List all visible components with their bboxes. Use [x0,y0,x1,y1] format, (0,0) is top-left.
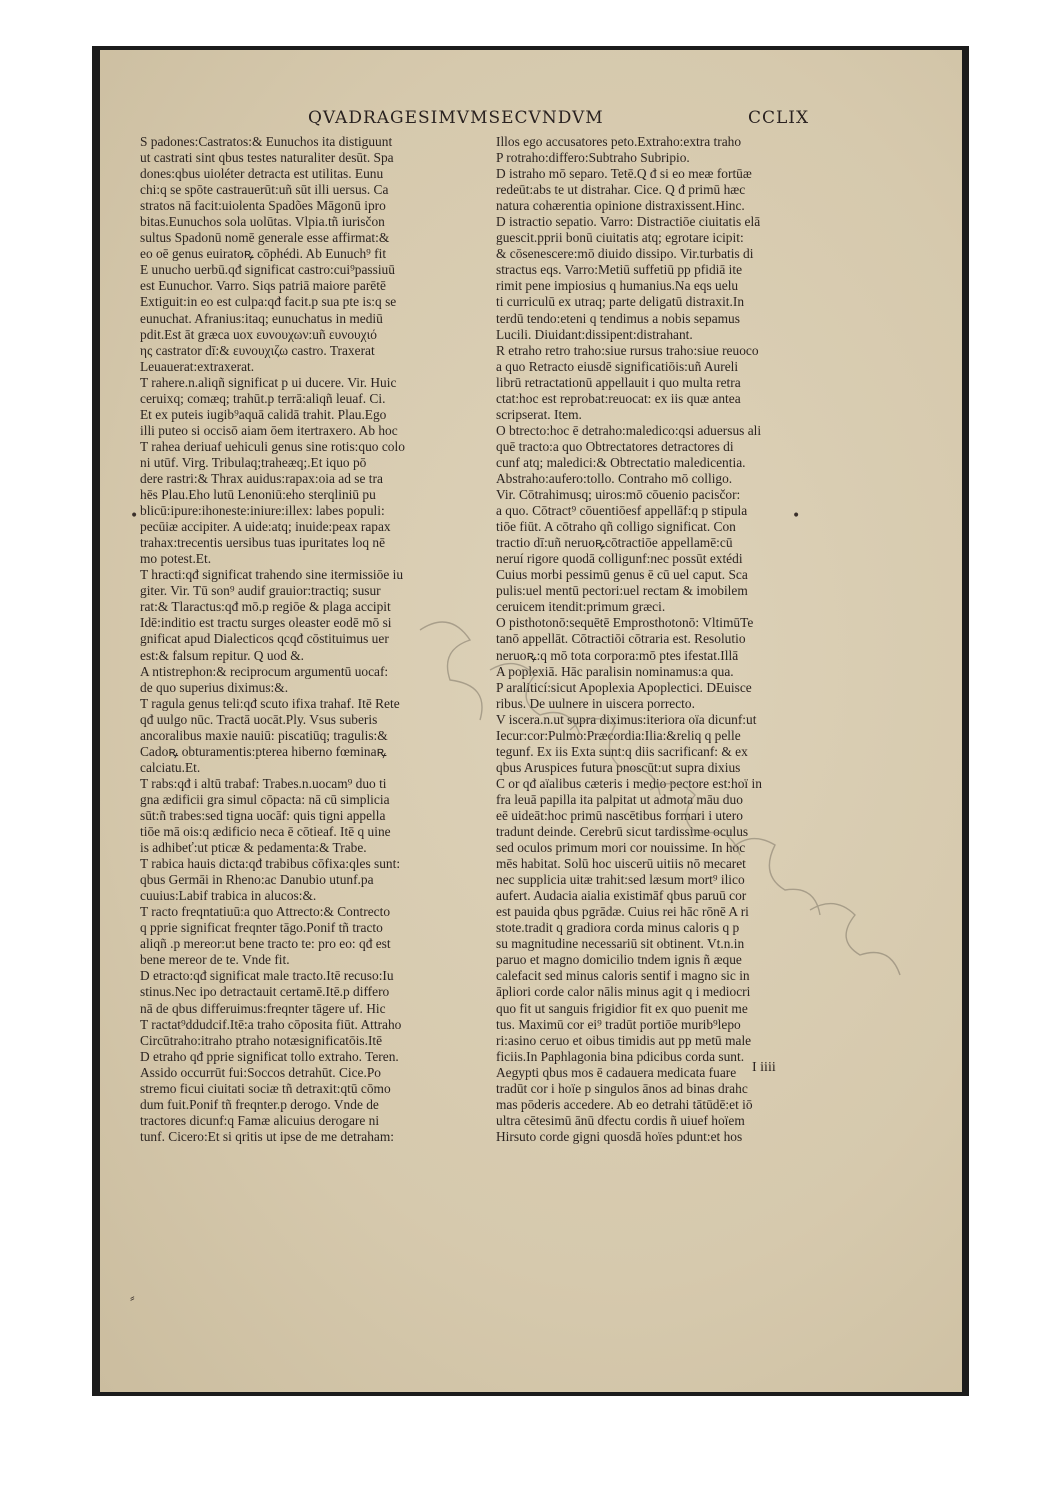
text-line: A poplexiā. Hāc paralisin nominamus:a qua. [496,663,734,679]
text-line: tradunt deinde. Cerebrū sicut tardissime oculus [496,824,749,840]
text-line: Extiguit:in eo est culpa:qđ facit.p sua pte is:q se [140,294,397,310]
text-line: aufert. Audacia aialia existimāf qbus paruū cor [496,888,747,904]
text-line: qbus Germāi in Rheno:ac Danubio utunf.pa [140,872,374,888]
text-line: sūt:ñ trabes:sed tigna uocāf: quis tigni appella [140,807,386,823]
text-line: guescit.pprii bonū ciuitatis atq; egrotare icipit: [496,230,744,246]
text-line: a quo Retracto eiusdē significatiōis:uñ Aureli [496,358,739,374]
text-line: D istractio sepatio. Varro: Distractiōe ciuitatis elā [496,214,761,230]
text-line: Cuius morbi pessimū genus ē cū uel caput. Sca [496,567,748,583]
folio-number: CCLIX [748,108,810,128]
text-line: bene mereor de te. Vnde fit. [140,952,290,968]
text-line: tegunf. Ex iis Exta sunt:q diis sacrificanf: & ex [496,743,748,759]
text-line: ficiis.In Paphlagonia bina pdicibus corda sunt. [496,1048,745,1064]
text-line: P rotraho:differo:Subtraho Subripio. [496,150,690,166]
text-line: gnificat apud Dialecticos qcqđ cōstituimus uer [140,631,389,647]
text-line: dones:qbus uioléter detracta est utilitas. Eunu [140,166,384,182]
text-line: Iecur:cor:Pulmo:Præcordia:Ilia:&reliq q pelle [496,727,741,743]
text-line: nā de qbus differuimus:freqnter tāgere uf. Hic [140,1000,386,1016]
margin-scribble-icon: ⸗ [130,1290,135,1306]
text-line: Leuauerat:extraxerat. [140,358,255,374]
running-title: QVADRAGESIMVMSECVNDVM [308,108,604,128]
text-line: aliqñ .p mereor:ut bene tracto te: pro eo: qđ est [140,936,391,952]
text-line: cuuius:Labif trabica in alucos:&. [140,888,317,904]
text-line: blicū:ipure:ihoneste:iniure:illex: labes populi: [140,503,385,519]
text-line: tunf. Cicero:Et si qritis ut ipse de me detraham: [140,1128,394,1144]
text-line: D etraho qđ pprie significat tollo extraho. Teren. [140,1048,399,1064]
text-line: ut castrati sint qbus testes naturaliter desūt. Spa [140,150,394,166]
text-line: tanō appellāt. Cōtractiōi cōtraria est. Resolutio [496,631,746,647]
text-line: est Eunuchor. Varro. Siqs patriā maiore parētē [140,278,386,294]
text-line: est:& falsum repitur. Q uod &. [140,647,305,663]
signature-mark: I iiii [752,1060,776,1075]
text-line: O btrecto:hoc ē detraho:maledico:qsi aduersus ali [496,422,762,438]
margin-dot-icon: • [792,508,801,524]
text-line: Cadoꝶ obturamentis:pterea hiberno fœminaꝶ [140,743,387,759]
text-line: nec supplicia uitæ trahit:sed læsum mort⁹ ilico [496,872,745,888]
text-line: S padones:Castratos:& Eunuchos ita distiguunt [140,134,393,149]
text-line: giter. Vir. Tū son⁹ audif grauior:tractiq; susur [140,583,381,599]
text-line: ceruixq; comæq; trahūt.p terrā:aliqñ leuaf. Ci. [140,390,386,406]
text-line: Et ex puteis iugib⁹aquā calidā trahit. Plau.Ego [140,406,387,422]
text-line: fra leuā papilla ita palpitat ut admota māu duo [496,791,743,807]
text-line: sultus Spadonū nomē generale esse affirmat:& [140,230,390,246]
text-line: chi:q se spōte castrauerūt:uñ sūt illi uersus. Ca [140,182,389,198]
text-line: scripserat. Item. [496,406,582,422]
text-line: natura cohærentia opinione distraxissent.Hinc. [496,198,745,214]
text-line: stratos nā facit:uiolenta Spadões Māgonū ipro [140,198,386,214]
text-line: dum fuit.Ponif tñ freqnter.p derogo. Vnde de [140,1096,379,1112]
text-line: eē uideāt:hoc primū nascētibus formari i utero [496,807,743,823]
text-line: C or qđ aïalibus cæteris i medio pectore est:hoï in [496,775,762,791]
text-line: mas pōderis accedere. Ab eo detrahi tātūdē:et iō [496,1096,753,1112]
text-line: & cōsenescere:mō diuido dissipo. Vir.turbatis di [496,246,754,262]
right-text-column [496,134,848,1145]
text-line: T rahere.n.aliqñ significat p ui ducere. Vir. Huic [140,374,397,390]
text-line: āpliori corde calor nālis minus agit q i mediocri [496,984,751,1000]
text-line: D etracto:qđ significat male tracto.Itē recuso:Iu [140,968,394,984]
text-line: pulis:uel mentū pectori:uel rectam & imobilem [496,583,748,599]
text-line: A ntistrephon:& reciprocum argumentū uocaf: [140,663,389,679]
text-line: Hirsuto corde gigni quosdā hoïes pdunt:et hos [496,1128,743,1144]
text-line: tiōe fiūt. A cōtraho qñ colligo significat. Con [496,519,736,535]
text-line: cunf atq; maledici:& Obtrectatio maledicentia. [496,454,746,470]
text-line: tiōe mā ois:q ædificio necа ē cōtieaf. Itē q uine [140,824,391,840]
text-line: neruoꝶ:q mō tota corpora:mō ptes ifestat.Illā [496,647,739,663]
text-line: stremo ficui ciuitati sociæ tñ detraxit:qtū cōmo [140,1080,391,1096]
text-line: calciatu.Et. [140,759,201,775]
text-line: Aegypti qbus mos ē cadauera medicata fuare [496,1064,737,1080]
text-line: sed oculos primum mori cor nouissime. In hoc [496,840,746,856]
text-line: q pprie significat freqnter tāgo.Ponif tñ tracto [140,920,383,936]
text-line: P araliticí:sicut Apoplexia Apoplectici. DEuisce [496,679,752,695]
text-line: neruí rigore quodā colligunf:nec possūt extédi [496,551,743,567]
text-line: Idē:inditio est tractu surges oleaster eodē mō si [140,615,392,631]
text-line: Assido occurrūt fui:Soccos detrahūt. Cice.Po [140,1064,381,1080]
text-line: ri:asino ceruo et oibus timidis aut pp metū male [496,1032,752,1048]
text-line: T rahea deriuaf uehiculi genus sine rotis:quo colo [140,438,405,454]
text-line: ceruicem itendit:primum græci. [496,599,666,615]
text-line: redeūt:abs te ut distrahar. Cice. Q đ primū hæc [496,182,746,198]
text-line: ctat:hoc est reprobat:reuocat: ex iis quæ antea [496,390,741,406]
left-text-column [140,134,492,1145]
text-line: ultra cētesimū ānū dfectu cordis ñ uiuef hoïem [496,1112,745,1128]
text-line: bitas.Eunuchos sola uolūtas. Vlpia.tñ iurisčon [140,214,385,230]
text-line: librū retractationū appellauit i quo multa retra [496,374,741,390]
text-line: T ragula genus teli:qđ scuto ifixa trahaf. Itē Rete [140,695,400,711]
text-line: illi puteo si occisō aiam ōem itertraxero. Ab hoc [140,422,398,438]
text-line: T hracti:qđ significat trahendo sine itermissiōe iu [140,567,404,583]
text-line: a quo. Cōtract⁹ cōuentiōesf appellāf:q p stipula [496,503,748,519]
text-line: tradūt cor i hoïe p singulos ānos ad binas drahc [496,1080,748,1096]
margin-dot-icon: • [130,508,139,524]
text-line: T rabica hauis dicta:qđ trabibus cōfixa:qles sunt: [140,856,401,872]
text-line: pdit.Est āt græca uox ευνουχων:uñ ευνουχιό [140,326,377,342]
text-line: ribus. De uulnere in uiscera porrecto. [496,695,695,711]
text-line: D istraho mō separo. Tetē.Q đ si eo meæ fortūæ [496,166,752,182]
text-line: rat:& Tlaractus:qđ mō.p regiōe & plaga accipit [140,599,391,615]
text-line: stinus.Nec ipo detractauit certamē.Itē.p differo [140,984,390,1000]
text-line: ancoralibus maxie nauiū: piscatiūq; tragulis:& [140,727,388,743]
text-line: ης castrator dī:& ευνουχιζω castro. Traxerat [140,342,375,358]
text-line: calefacit sed minus caloris sentif i magno sic in [496,968,750,984]
text-line: V iscera.n.ut supra diximus:iteriora oïa dicunf:ut [496,711,757,727]
text-line: ti curriculū ex utraq; parte deligatū distraxit.In [496,294,745,310]
text-line: de quo superius diximus:&. [140,679,289,695]
text-line: T racto freqntatiuū:a quo Attrecto:& Contrecto [140,904,391,920]
text-line: tus. Maximū cor ei⁹ tradūt portiōe murib⁹lepo [496,1016,741,1032]
text-line: Illos ego accusatores peto.Extraho:extra traho [496,134,742,149]
text-line: stractus eqs. Varro:Metiū suffetiū pp pfidiā ite [496,262,743,278]
text-line: paruo et magno domicilio tndem ignis ñ æque [496,952,742,968]
text-line: mo potest.Et. [140,551,212,567]
text-line: tractores dicunf:q Famæ alicuius derogare ni [140,1112,380,1128]
text-line: eunuchat. Afranius:itaq; eunuchatus in mediū [140,310,383,326]
text-line: Lucili. Diuidant:dissipent:distrahant. [496,326,693,342]
text-line: qđ uulgo nūc. Tractā uocāt.Ply. Vsus suberis [140,711,378,727]
text-line: stote.tradit q gradiora corda minus caloris q p [496,920,740,936]
text-line: mēs habitat. Solū hoc uiscerū uitiis nō mecaret [496,856,746,872]
text-line: est pauida qbus pgrādæ. Cuius rei hāc rōnē A ri [496,904,749,920]
text-line: T rabs:qđ i altū trabaf: Trabes.n.uocam⁹ duo ti [140,775,387,791]
text-line: T ractat⁹ddudcif.Itē:a traho cōposita fiūt. Attraho [140,1016,402,1032]
text-line: qbus Aruspices futura pnoscūt:ut supra dixius [496,759,741,775]
text-line: su magnitudine necessariū sit obtinent. Vt.n.in [496,936,745,952]
text-line: quo fit ut sanguis frigidior fit ex quo puenit me [496,1000,748,1016]
book-page [100,50,962,1392]
text-line: hēs Plau.Eho lutū Lenoniū:eho sterqliniū pu [140,487,376,503]
text-line: terdū tendo:eteni q tendimus a nobis sepamus [496,310,740,326]
text-line: Circūtraho:itraho ptraho notæsignificatōis.Itē [140,1032,383,1048]
text-line: trahax:trecentis uersibus tuas ipuritates loq nē [140,535,386,551]
text-line: Abstraho:aufero:tollo. Contraho mō colligo. [496,470,733,486]
text-line: O pisthotonō:sequētē Emprosthotonō: VltimūTe [496,615,754,631]
text-line: dere rastri:& Thrax auidus:rapax:oia ad se tra [140,470,383,486]
text-line: is adhibeť:ut pticæ & pedamenta:& Trabe. [140,840,367,856]
text-line: rimit pene impiosius q humanius.Na eqs uelu [496,278,739,294]
text-line: E unucho uerbū.qđ significat castro:cui⁹passiuū [140,262,395,278]
text-line: Vir. Cōtrahimusq; uiros:mō cōuenio pacisčor: [496,487,741,503]
text-line: tractio dī:uñ neruoꝶcōtractiōe appellamē:cū [496,535,733,551]
text-line: pecūiæ accipiter. A uide:atq; inuide:peax rapax [140,519,391,535]
text-line: ni utūf. Virg. Tribulaq;traheæq;.Et iquo pō [140,454,367,470]
text-line: eo oē genus euiratoꝶ cōphédi. Ab Eunuch⁹ fit [140,246,387,262]
text-line: quē tracto:a quo Obtrectatores detractores di [496,438,734,454]
text-line: R etraho retro traho:siue rursus traho:siue reuoco [496,342,759,358]
text-line: gna ædificii gra simul cōpacta: nā cū simplicia [140,791,390,807]
